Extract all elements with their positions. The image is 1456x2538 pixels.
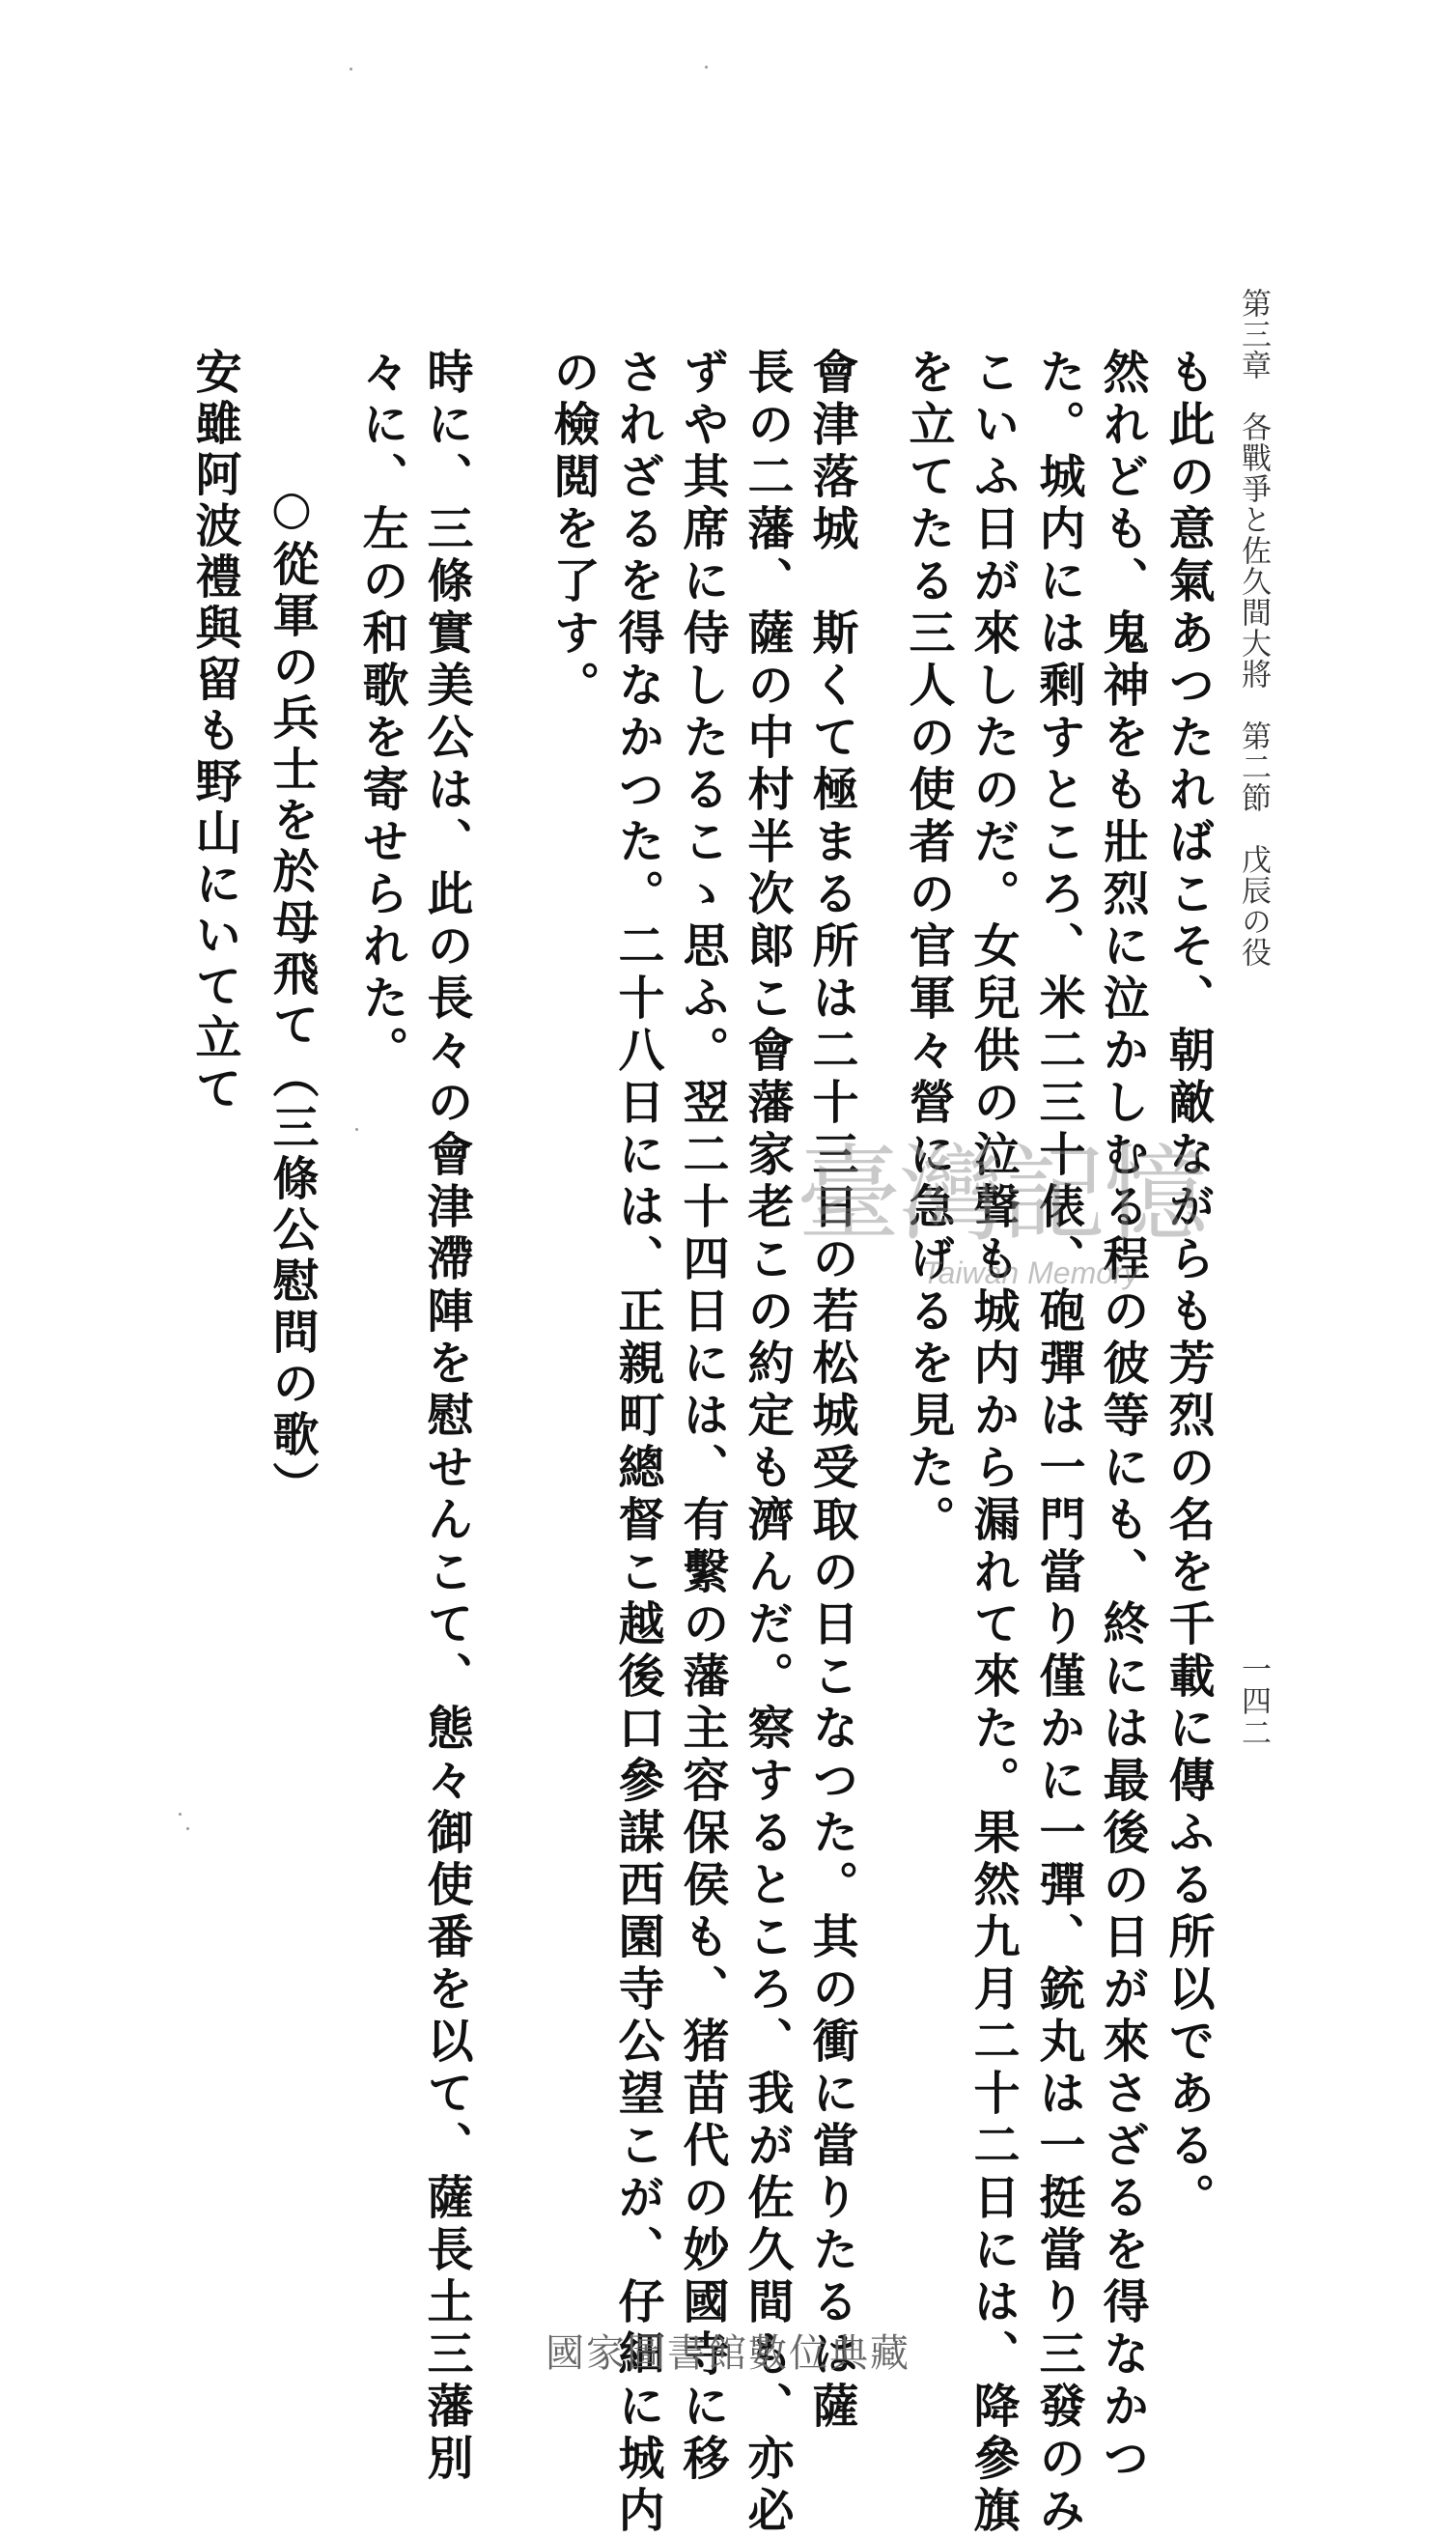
- text-line-10: の檢閲を了す。: [546, 348, 600, 713]
- text-line-5: を立てたる三人の使者の官軍々營に急げるを見た。: [901, 348, 955, 1547]
- running-header: 第三章 各戰爭と佐久間大將 第二節 戊辰の役: [1236, 288, 1271, 968]
- text-line-11: 時に、三條實美公は、此の長々の會津滯陣を慰せんこて、態々御使番を以て、薩長土三藩別: [419, 348, 473, 2486]
- text-line-2: 然れども、鬼神をも壯烈に泣かしむる程の彼等にも、終には最後の日が來さざるを得なかつ: [1095, 348, 1149, 2486]
- scan-speck: [355, 1128, 358, 1131]
- text-line-1: も此の意氣あつたればこそ、朝敵ながらも芳烈の名を千載に傳ふる所以である。: [1161, 348, 1215, 2225]
- text-line-12: 々に、左の和歌を寄せられた。: [354, 348, 408, 1078]
- watermark-subtitle: Taiwan Memory: [922, 1255, 1139, 1290]
- scan-speck: [350, 68, 352, 70]
- text-line-9: されざるを得なかつた。二十八日には、正親町總督こ越後口參謀西園寺公望こが、仔細に城内: [610, 348, 664, 2538]
- poem-line: 安雖阿波禮與留も野山にいて立て: [187, 348, 241, 1115]
- page-number: 一四二: [1236, 1653, 1271, 1749]
- poem-title: ○從軍の兵士を於母飛て（三條公慰問の歌）: [265, 481, 319, 1512]
- scan-speck: [179, 1813, 182, 1816]
- text-line-4: こいふ日が來したのだ。女兒供の泣聲も城内から漏れて來た。果然九月二十二日には、降參旗: [966, 348, 1020, 2538]
- scan-speck: [186, 1827, 189, 1830]
- archive-footer: 國家圖書館數位典藏: [546, 2331, 910, 2376]
- text-line-6: 會津落城 斯くて極まる所は二十三日の若松城受取の日こなつた。其の衝に當りたるは薩: [804, 348, 858, 2434]
- text-line-7: 長の二藩、薩の中村半次郞こ會藩家老この約定も濟んだ。察するところ、我が佐久間も、亦必: [740, 348, 794, 2538]
- watermark-title: 臺灣記憶: [797, 1135, 1207, 1255]
- text-line-8: ずや其席に侍したるこゝ思ふ。翌二十四日には、有繫の藩主容保侯も、猪苗代の妙國寺に移: [675, 348, 729, 2486]
- text-line-3: た。城内には剩すところ、米二三十俵、砲彈は一門當り僅かに一彈、銃丸は一挺當り三發のみ: [1031, 348, 1085, 2538]
- scan-speck: [705, 66, 708, 69]
